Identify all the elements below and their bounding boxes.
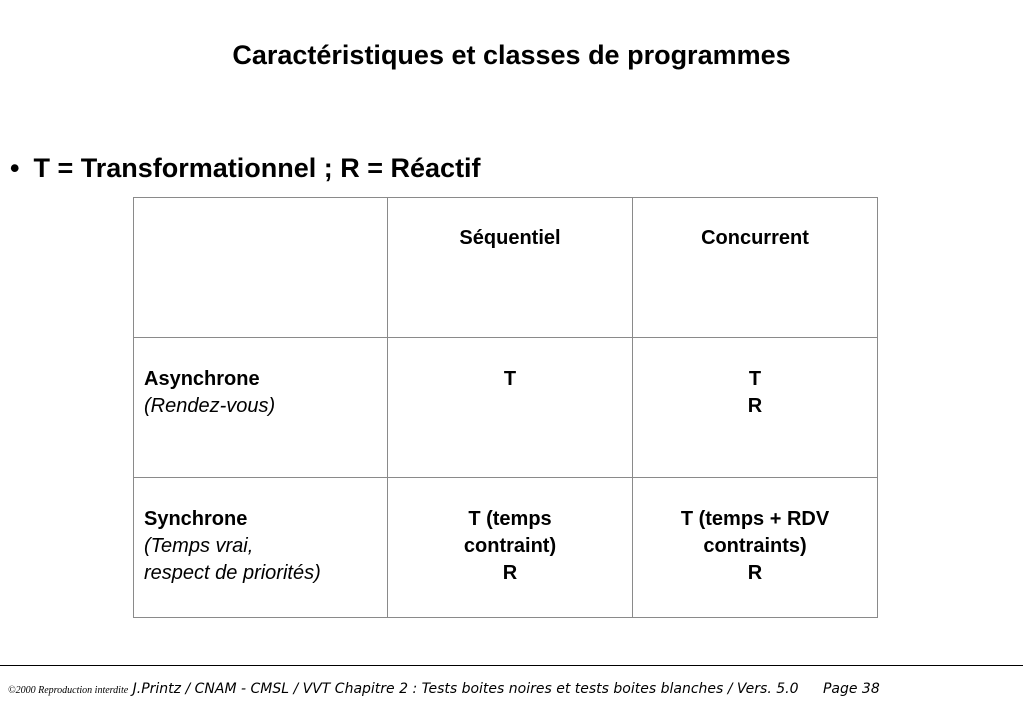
bullet-dot: • [10, 153, 20, 183]
cell-line: T (temps + RDV [680, 508, 830, 530]
slide-title: Caractéristiques et classes de programmes [232, 40, 791, 70]
cell-line: contraints) [703, 535, 807, 557]
header-cell-sequentiel: Séquentiel [388, 198, 633, 338]
row-label-asynchrone [134, 338, 388, 478]
cell-synchrone-sequentiel [388, 478, 633, 618]
cell-line: contraint) [463, 535, 557, 557]
footer-credit: J.Printz / CNAM - CMSL / VVT Chapitre 2 : Tests boites noires et tests boites blanches / Vers. 5.0 [132, 681, 799, 697]
bullet-text: T = Transformationnel ; R = Réactif [33, 153, 481, 183]
footer [8, 680, 880, 698]
table-header-row [134, 198, 878, 338]
table-row [134, 338, 878, 478]
row-sublabel: (Temps vrai, [144, 535, 254, 557]
bullet-item [10, 153, 481, 184]
classification-table [133, 197, 878, 618]
row-label: Asynchrone [144, 368, 260, 390]
cell-line: T [503, 368, 517, 390]
header-cell-concurrent: Concurrent [633, 198, 878, 338]
cell-synchrone-concurrent [633, 478, 878, 618]
footer-copyright: ©2000 Reproduction interdite [8, 685, 129, 696]
row-sublabel: (Rendez-vous) [144, 395, 276, 417]
footer-page-number: Page 38 [822, 681, 880, 697]
row-label: Synchrone [144, 508, 248, 530]
row-label-synchrone [134, 478, 388, 618]
row-sublabel: respect de priorités) [144, 562, 321, 584]
footer-divider [0, 665, 1023, 666]
cell-line: R [502, 562, 518, 584]
cell-line: T (temps [468, 508, 552, 530]
cell-asynchrone-concurrent [633, 338, 878, 478]
cell-line: R [747, 395, 763, 417]
cell-asynchrone-sequentiel [388, 338, 633, 478]
table-row [134, 478, 878, 618]
header-cell-empty [134, 198, 388, 338]
cell-line: R [747, 562, 763, 584]
cell-line: T [748, 368, 762, 390]
